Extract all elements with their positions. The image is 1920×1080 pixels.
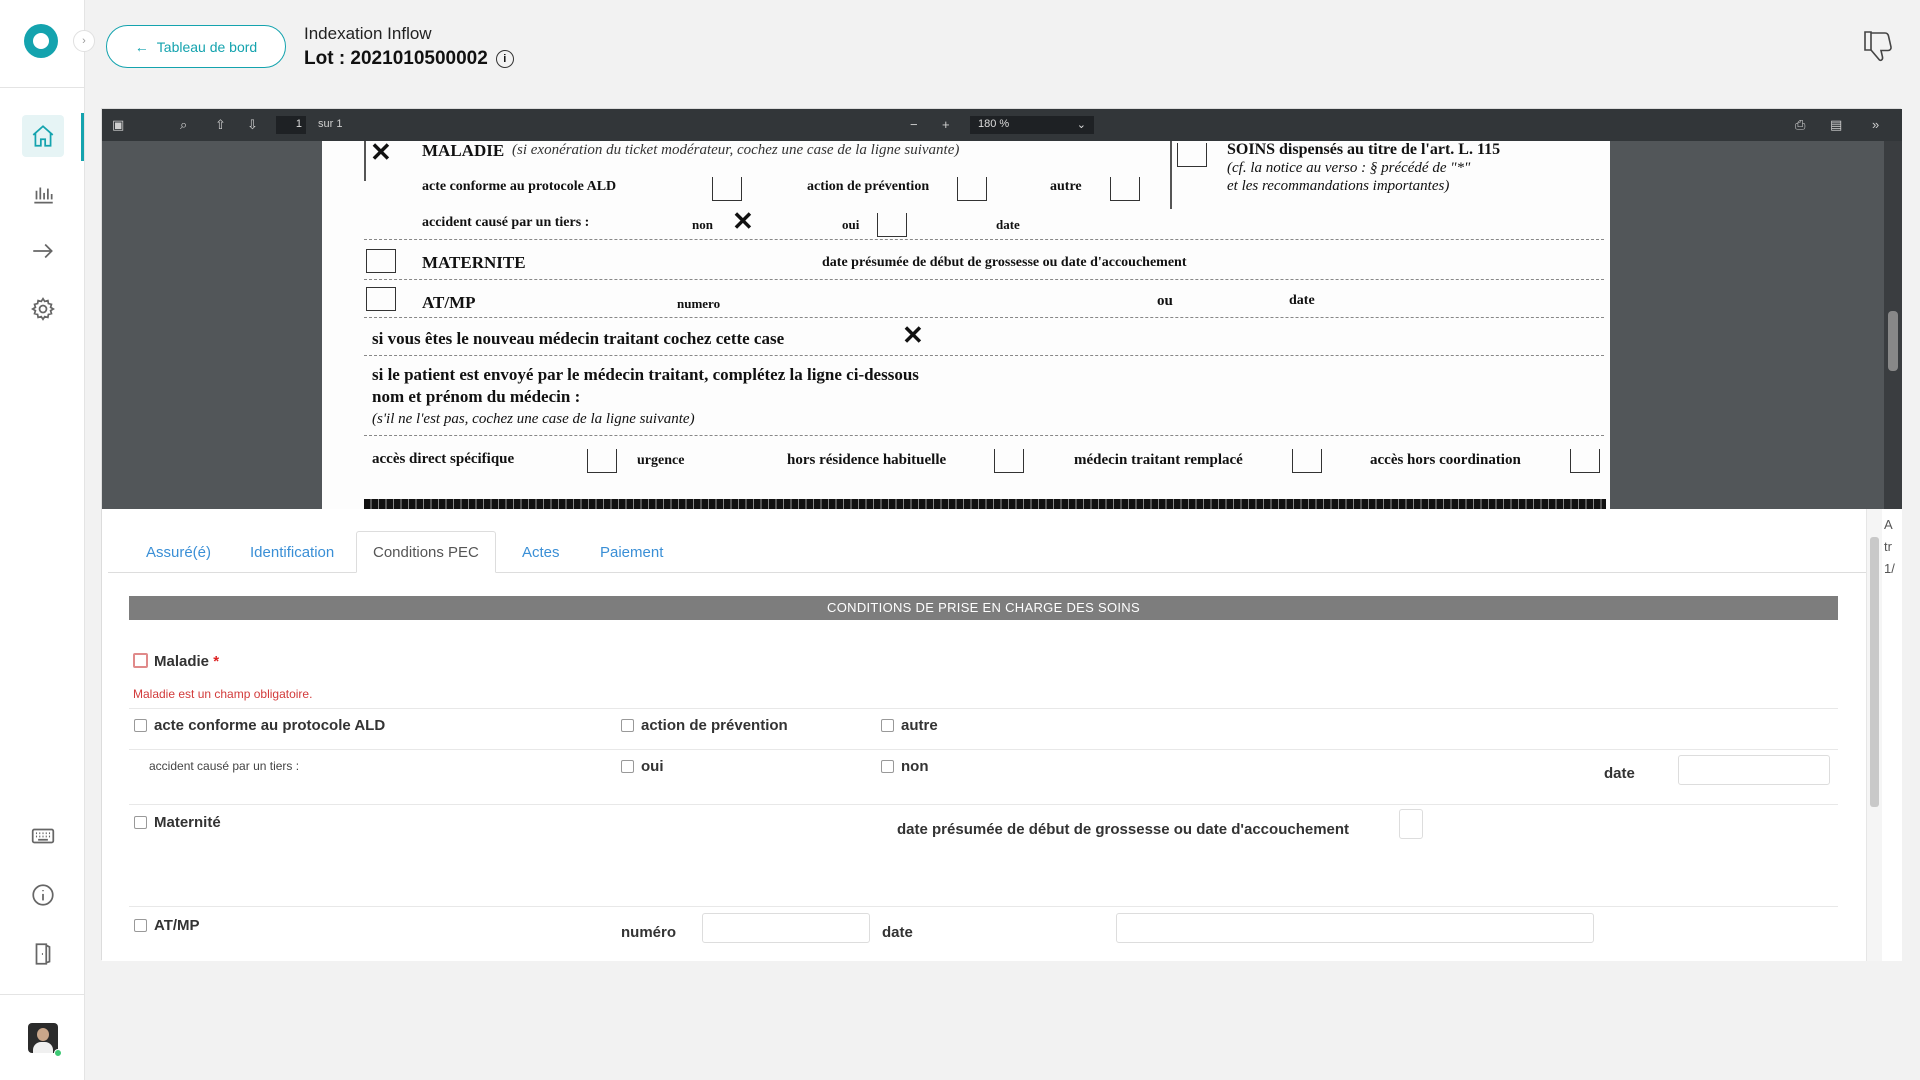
pdf-scrollbar[interactable] <box>1884 141 1902 509</box>
accident-date-input[interactable] <box>1678 755 1830 785</box>
date-grossesse-label: date présumée de début de grossesse ou date d'accouchement <box>897 821 1350 838</box>
sidebar-toggle-icon[interactable]: ▣ <box>112 117 125 132</box>
pdf-acte-ald: acte conforme au protocole ALD <box>422 179 617 194</box>
pdf-check-mark: ✕ <box>902 321 924 350</box>
pdf-soins-titre: SOINS dispensés au titre de l'art. L. 115 <box>1227 141 1501 158</box>
pdf-scrollbar-thumb[interactable] <box>1888 311 1898 371</box>
arrow-left-icon: ← <box>134 38 149 55</box>
row-divider <box>129 749 1838 750</box>
pdf-rule <box>1170 141 1172 209</box>
back-to-dashboard-button[interactable] <box>106 25 286 68</box>
accident-oui-label: oui <box>641 758 664 775</box>
pdf-box <box>587 449 617 473</box>
atmp-numero-label: numéro <box>621 924 677 941</box>
info-icon[interactable] <box>22 874 64 916</box>
row-divider <box>129 804 1838 805</box>
pdf-rule <box>364 141 366 181</box>
pdf-box <box>712 177 742 201</box>
accident-date-label: date <box>1604 765 1635 782</box>
pdf-nom-prenom: nom et prénom du médecin : <box>372 387 581 406</box>
maladie-label <box>154 653 219 670</box>
pdf-sil-ne-lest: (s'il ne l'est pas, cochez une case de la ligne suivante) <box>372 411 695 427</box>
logout-icon[interactable] <box>22 933 64 975</box>
lot-info-icon[interactable]: i <box>496 50 514 68</box>
pdf-autre: autre <box>1050 179 1082 194</box>
pdf-medecin-remplace: médecin traitant remplacé <box>1074 452 1243 468</box>
section-header: CONDITIONS DE PRISE EN CHARGE DES SOINS <box>129 596 1838 620</box>
date-grossesse-input[interactable] <box>1399 809 1423 839</box>
row-divider <box>129 906 1838 907</box>
keyboard-icon[interactable] <box>22 815 64 857</box>
pdf-soins-reco: et les recommandations importantes) <box>1227 178 1450 194</box>
arrow-right-icon[interactable] <box>22 230 64 272</box>
required-mark: * <box>213 653 220 670</box>
pdf-envoye-par: si le patient est envoyé par le médecin traitant, complétez la ligne ci-dessous <box>372 365 919 384</box>
pdf-atmp: AT/MP <box>422 293 476 312</box>
pdf-ou: ou <box>1157 293 1173 309</box>
maladie-label-text: Maladie <box>154 653 210 670</box>
pdf-date: date <box>996 217 1020 232</box>
back-button-label: Tableau de bord <box>156 38 258 55</box>
pdf-maladie: MALADIE <box>422 141 505 160</box>
pdf-page <box>322 138 1610 509</box>
tab-paiement[interactable]: Paiement <box>600 543 664 561</box>
side-text: tr <box>1884 539 1892 554</box>
action-prevention-label: action de prévention <box>641 717 788 734</box>
atmp-label: AT/MP <box>154 917 200 934</box>
thumbs-down-icon[interactable] <box>1857 26 1897 66</box>
pdf-date-atmp: date <box>1289 293 1315 308</box>
pdf-urgence: urgence <box>637 453 685 468</box>
pdf-toolbar <box>102 109 1902 141</box>
search-icon[interactable]: ⌕ <box>180 117 188 132</box>
more-tools-icon[interactable]: » <box>1872 117 1880 132</box>
pdf-non: non <box>692 217 713 232</box>
tab-actes[interactable]: Actes <box>522 543 560 561</box>
atmp-date-label: date <box>882 924 913 941</box>
tab-identification[interactable]: Identification <box>250 543 335 561</box>
pdf-box <box>1110 177 1140 201</box>
pdf-soins-notice: (cf. la notice au verso : § précédé de "*" <box>1227 160 1471 176</box>
download-icon[interactable]: ▤ <box>1830 117 1843 132</box>
lot-label: Lot : 2021010500002 <box>304 48 488 69</box>
zoom-in-icon[interactable]: + <box>942 117 950 132</box>
page-number-input[interactable]: 1 <box>276 116 306 134</box>
atmp-date-input[interactable] <box>1116 913 1594 943</box>
pdf-box <box>957 177 987 201</box>
side-text: A <box>1884 517 1893 532</box>
row-divider <box>129 708 1838 709</box>
pdf-numero: numero <box>677 296 721 311</box>
active-indicator <box>81 113 84 161</box>
side-text: 1/ <box>1884 561 1895 576</box>
form-scrollbar[interactable] <box>1866 509 1882 961</box>
pdf-box <box>1570 449 1600 473</box>
pdf-separator <box>364 239 1604 240</box>
side-panel-fragment <box>1884 514 1904 580</box>
chevron-right-icon[interactable]: › <box>73 30 95 52</box>
maternite-label: Maternité <box>154 814 221 831</box>
gear-icon[interactable] <box>22 288 64 330</box>
form-area <box>102 509 1902 961</box>
atmp-numero-input[interactable] <box>702 913 870 943</box>
pdf-box <box>877 213 907 237</box>
pdf-action-prevention: action de prévention <box>807 179 930 194</box>
pdf-maladie-note: (si exonération du ticket modérateur, cochez une case de la ligne suivante) <box>512 142 960 158</box>
pdf-acces-hors-coord: accès hors coordination <box>1370 452 1521 468</box>
left-navigation <box>0 0 85 1080</box>
atmp-checkbox[interactable] <box>134 919 147 932</box>
form-tabs <box>108 531 1868 573</box>
autre-label: autre <box>901 717 938 734</box>
pdf-box <box>1292 449 1322 473</box>
nav-divider <box>0 87 85 88</box>
pdf-check-mark: ✕ <box>370 138 392 167</box>
chart-bars-icon[interactable] <box>22 173 64 215</box>
page-up-icon[interactable]: ⇧ <box>215 117 226 132</box>
main-panel <box>101 108 1901 960</box>
maladie-checkbox[interactable] <box>133 653 148 668</box>
pdf-separator <box>364 355 1604 356</box>
print-icon[interactable]: ⎙ <box>1795 117 1806 132</box>
pdf-box <box>366 249 396 273</box>
pdf-date-grossesse: date présumée de début de grossesse ou date d'accouchement <box>822 255 1187 270</box>
pdf-hors-residence: hors résidence habituelle <box>787 452 947 468</box>
pdf-oui: oui <box>842 217 860 232</box>
app-logo[interactable] <box>24 24 58 58</box>
pdf-footer-band <box>364 499 1606 509</box>
maladie-error: Maladie est un champ obligatoire. <box>133 687 313 701</box>
tab-conditions-pec[interactable]: Conditions PEC <box>356 531 496 573</box>
pdf-box <box>1177 143 1207 167</box>
pdf-maternite: MATERNITE <box>422 253 526 272</box>
user-avatar[interactable] <box>28 1023 58 1053</box>
pdf-accident-tiers: accident causé par un tiers : <box>422 215 590 230</box>
pdf-check-mark: ✕ <box>732 207 754 236</box>
acte-ald-checkbox[interactable] <box>134 719 147 732</box>
action-prevention-checkbox[interactable] <box>621 719 634 732</box>
pdf-viewer[interactable] <box>102 109 1902 509</box>
autre-checkbox[interactable] <box>881 719 894 732</box>
lot-number <box>304 48 514 70</box>
accident-non-label: non <box>901 758 929 775</box>
page-count: sur 1 <box>318 118 343 130</box>
pdf-box <box>994 449 1024 473</box>
maternite-checkbox[interactable] <box>134 816 147 829</box>
accident-tiers-label: accident causé par un tiers : <box>149 759 300 773</box>
home-icon[interactable] <box>22 115 64 157</box>
zoom-select[interactable] <box>970 116 1094 134</box>
zoom-out-icon[interactable]: − <box>910 117 918 132</box>
accident-non-checkbox[interactable] <box>881 760 894 773</box>
acte-ald-label: acte conforme au protocole ALD <box>154 717 386 734</box>
page-title: Indexation Inflow <box>304 24 432 43</box>
form-scrollbar-thumb[interactable] <box>1870 537 1879 807</box>
zoom-value: 180 % <box>978 118 1010 130</box>
accident-oui-checkbox[interactable] <box>621 760 634 773</box>
pdf-box <box>366 287 396 311</box>
nav-divider-bottom <box>0 994 85 995</box>
pdf-separator <box>364 317 1604 318</box>
chevron-down-icon: ⌄ <box>1076 119 1086 131</box>
tab-assure[interactable]: Assuré(é) <box>146 543 212 561</box>
online-status-dot <box>54 1049 62 1057</box>
pdf-separator <box>364 279 1604 280</box>
page-down-icon[interactable]: ⇩ <box>247 117 258 132</box>
pdf-separator <box>364 435 1604 436</box>
pdf-acces-direct: accès direct spécifique <box>372 451 515 467</box>
pdf-medecin-traitant: si vous êtes le nouveau médecin traitant cochez cette case <box>372 329 785 348</box>
